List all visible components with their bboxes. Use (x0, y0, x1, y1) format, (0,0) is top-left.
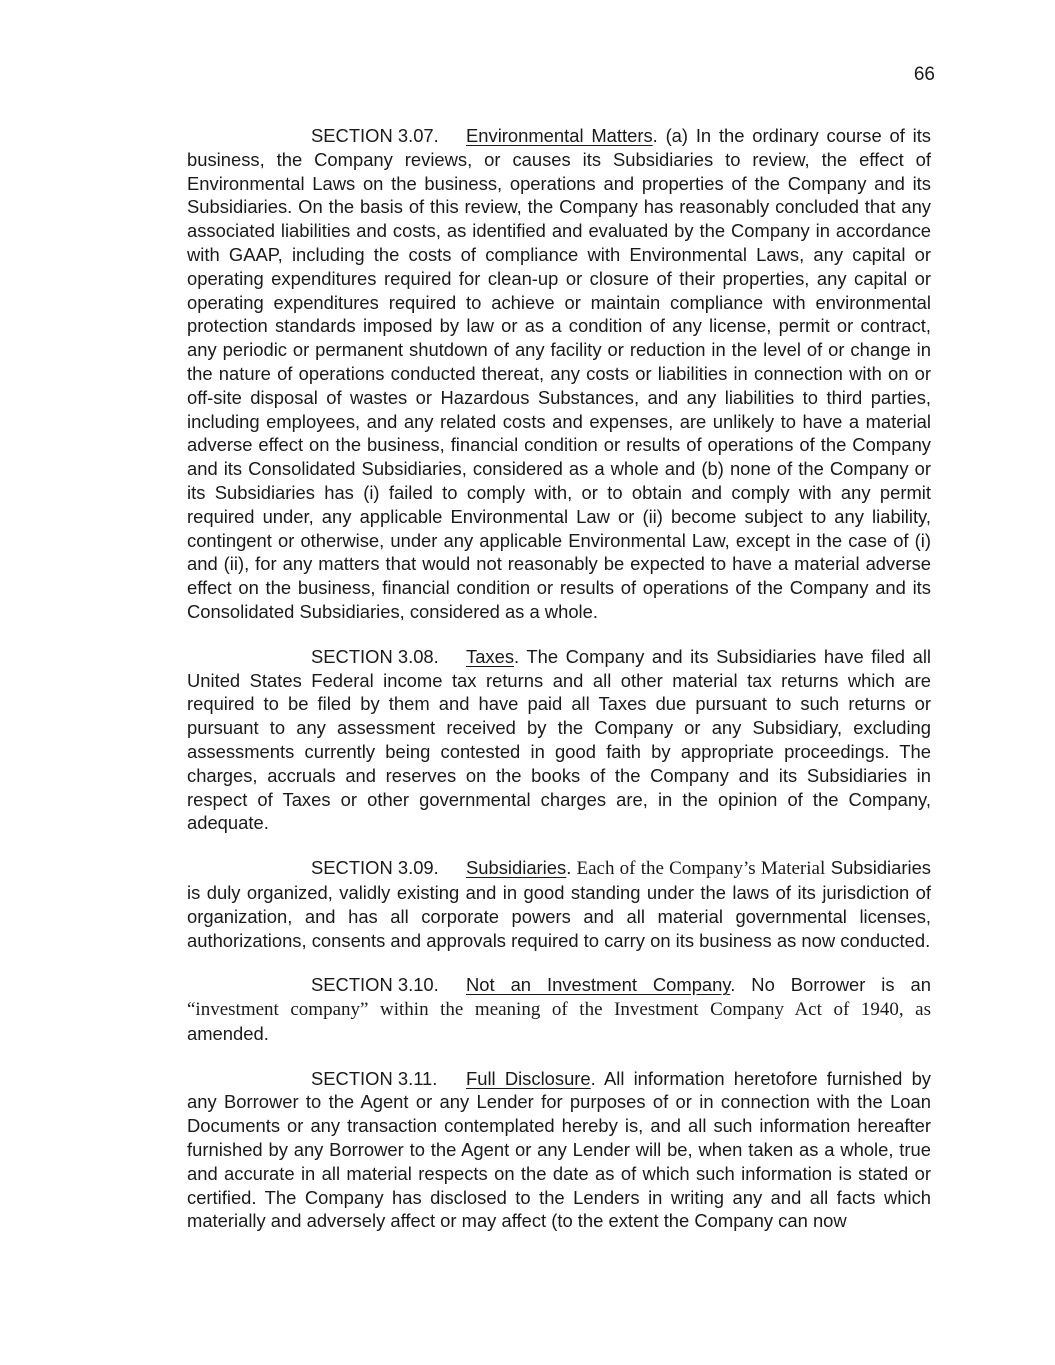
section-heading: Full Disclosure (466, 1067, 591, 1089)
section-3-11: SECTION 3.11. Full Disclosure. All information heretofore furnished by any Borrower to the Agent or any Lender for purposes of or in connection with the Loan Documents or any transaction contemplated hereby is, and all such information hereafter furnished by any Borrower to the Agent or any Lender will be, when taken as a whole, true and accurate in all material respects on the date as of which such information is stated or certified. The Company has disclosed to the Lenders in writing any and all facts which materially and adversely affect or may affect (to the extent the Company can now (187, 1067, 932, 1232)
section-text-tail: amended. (187, 1022, 269, 1044)
section-heading: Environmental Matters (466, 125, 653, 146)
section-3-10: SECTION 3.10. Not an Investment Company. No Borrower is an “investment company” within the meaning of the Investment Company Act of 1940, as amended. (187, 974, 931, 1044)
section-number: SECTION 3.11. (311, 1067, 438, 1089)
section-number: SECTION 3.08. (311, 645, 439, 667)
section-number: SECTION 3.10. (311, 974, 439, 996)
section-heading: Taxes (466, 645, 515, 667)
page-number: 66 (913, 64, 935, 85)
section-text: Subsidiaries is duly organized, validly existing and in good standing under the laws of its jurisdiction of organization, and has all corporate powers and all material governmental licenses, authorizations, consents and approvals required to carry on its business as now conducted. (187, 857, 931, 951)
section-3-08: SECTION 3.08. Taxes. The Company and its Subsidiaries have filed all United States Federal income tax returns and all other material tax returns which are required to be filed by them and have paid all Taxes due pursuant to such returns or pursuant to any assessment received by the Company or any Subsidiary, excluding assessments currently being contested in good faith by appropriate proceedings. The charges, accruals and reserves on the books of the Company and its Subsidiaries in respect of Taxes or other governmental charges are, in the opinion of the Company, adequate. (187, 645, 931, 834)
section-text: All information heretofore furnished by any Borrower to the Agent or any Lender for purposes of or in connection with the Loan Documents or any transaction contemplated hereby is, and all such information hereafter furnished by any Borrower to the Agent or any Lender will be, when taken as a whole, true and accurate in all material respects on the date as of which such information is stated or certified. The Company has disclosed to the Lenders in writing any and all facts which materially and adversely affect or may affect (to the extent the Company can now (187, 1067, 932, 1232)
document-body (187, 124, 931, 1254)
section-number: SECTION 3.07. (311, 125, 439, 146)
section-heading: Not an Investment Company (466, 974, 731, 996)
section-number: SECTION 3.09. (311, 857, 439, 879)
section-3-09: SECTION 3.09. Subsidiaries. Each of the Company’s Material Subsidiaries is duly organized, validly existing and in good standing under the laws of its jurisdiction of organization, and has all corporate powers and all material governmental licenses, authorizations, consents and approvals required to carry on its business as now conducted. (187, 857, 931, 951)
section-text-serif: Each of the Company’s Material (571, 858, 826, 880)
section-text: (a) In the ordinary course of its business, the Company reviews, or causes its Subsidiaries to review, the effect of Environmental Laws on the business, operations and properties of the Company and its Subsidiaries. On the basis of this review, the Company has reasonably concluded that any associated liabilities and costs, as identified and evaluated by the Company in accordance with GAAP, including the costs of compliance with Environmental Laws, any capital or operating expenditures required for clean-up or closure of their properties, any capital or operating expenditures required to achieve or maintain compliance with environmental protection standards imposed by law or as a condition of any license, permit or contract, any periodic or permanent shutdown of any facility or reduction in the level of or change in the nature of operations conducted thereat, any costs or liabilities in connection with on or off-site disposal of wastes or Hazardous Substances, and any liabilities to third parties, including employees, and any related costs and expenses, are unlikely to have a material adverse effect on the business, financial condition or results of operations of the Company and its Consolidated Subsidiaries, considered as a whole and (b) none of the Company or its Subsidiaries has (i) failed to comply with, or to obtain and comply with any permit required under, any applicable Environmental Law or (ii) become subject to any liability, contingent or otherwise, under any applicable Environmental Law, except in the case of (i) and (ii), for any matters that would not reasonably be expected to have a material adverse effect on the business, financial condition or results of operations of the Company and its Consolidated Subsidiaries, considered as a whole. (187, 125, 931, 622)
section-text-serif: “investment company” within the meaning of the Investment Company Act of 1940, as (187, 999, 931, 1021)
section-heading: Subsidiaries (466, 857, 567, 879)
section-text: No Borrower is an (735, 974, 931, 996)
section-text: The Company and its Subsidiaries have filed all United States Federal income tax returns and all other material tax returns which are required to be filed by them and have paid all Taxes due pursuant to such returns or pursuant to any assessment received by the Company or any Subsidiary, excluding assessments currently being contested in good faith by appropriate proceedings. The charges, accruals and reserves on the books of the Company and its Subsidiaries in respect of Taxes or other governmental charges are, in the opinion of the Company, adequate. (187, 645, 931, 834)
section-3-07: SECTION 3.07. Environmental Matters. (a) In the ordinary course of its business, the Company reviews, or causes its Subsidiaries to review, the effect of Environmental Laws on the business, operations and properties of the Company and its Subsidiaries. On the basis of this review, the Company has reasonably concluded that any associated liabilities and costs, as identified and evaluated by the Company in accordance with GAAP, including the costs of compliance with Environmental Laws, any capital or operating expenditures required for clean-up or closure of their properties, any capital or operating expenditures required to achieve or maintain compliance with environmental protection standards imposed by law or as a condition of any license, permit or contract, any periodic or permanent shutdown of any facility or reduction in the level of or change in the nature of operations conducted thereat, any costs or liabilities in connection with on or off-site disposal of wastes or Hazardous Substances, and any liabilities to third parties, including employees, and any related costs and expenses, are unlikely to have a material adverse effect on the business, financial condition or results of operations of the Company and its Consolidated Subsidiaries, considered as a whole and (b) none of the Company or its Subsidiaries has (i) failed to comply with, or to obtain and comply with any permit required under, any applicable Environmental Law or (ii) become subject to any liability, contingent or otherwise, under any applicable Environmental Law, except in the case of (i) and (ii), for any matters that would not reasonably be expected to have a material adverse effect on the business, financial condition or results of operations of the Company and its Consolidated Subsidiaries, considered as a whole. (187, 125, 931, 622)
